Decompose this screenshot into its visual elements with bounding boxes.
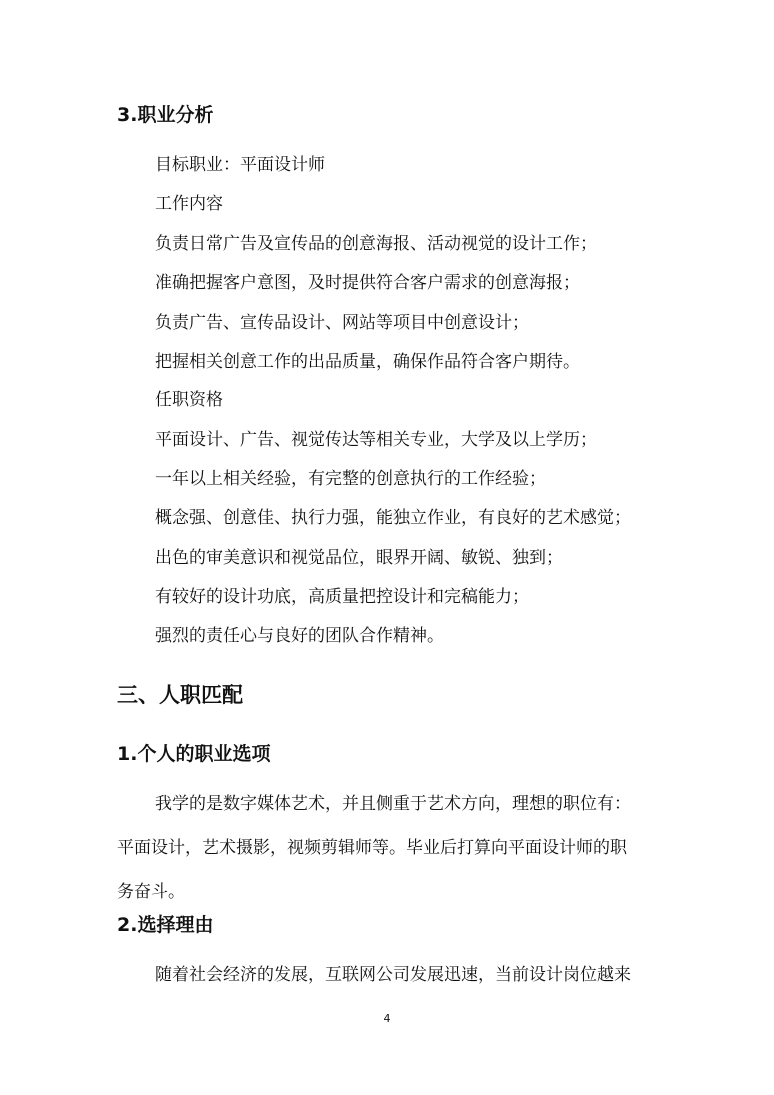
career-options-paragraph [117, 782, 659, 914]
requirement-item: 有较好的设计功底，高质量把控设计和完稿能力； [155, 587, 529, 607]
job-content-title: 工作内容 [155, 194, 223, 214]
target-job-line: 目标职业：平面设计师 [155, 155, 325, 175]
part-heading-person-job-match: 三、人职匹配 [117, 683, 243, 707]
paragraph-line: 平面设计，艺术摄影，视频剪辑师等。毕业后打算向平面设计师的职 [117, 838, 627, 858]
job-content-item: 负责日常广告及宣传品的创意海报、活动视觉的设计工作； [155, 234, 597, 254]
paragraph-line: 务奋斗。 [117, 882, 185, 902]
paragraph-line: 随着社会经济的发展，互联网公司发展迅速，当前设计岗位越来 [155, 965, 631, 985]
requirement-item: 概念强、创意佳、执行力强，能独立作业，有良好的艺术感觉； [155, 508, 631, 528]
page-number: 4 [383, 1012, 391, 1025]
reasons-paragraph [117, 953, 659, 997]
requirement-item: 平面设计、广告、视觉传达等相关专业，大学及以上学历； [155, 430, 597, 450]
requirement-item: 出色的审美意识和视觉品位，眼界开阔、敏锐、独到； [155, 548, 563, 568]
paragraph-line: 我学的是数字媒体艺术，并且侧重于艺术方向，理想的职位有： [155, 794, 631, 814]
job-content-item: 把握相关创意工作的出品质量，确保作品符合客户期待。 [155, 352, 580, 372]
section-heading-career-analysis: 3.职业分析 [117, 104, 214, 126]
requirement-item: 强烈的责任心与良好的团队合作精神。 [155, 626, 444, 646]
job-content-item: 负责广告、宣传品设计、网站等项目中创意设计； [155, 313, 529, 333]
subsection-heading-career-options: 1.个人的职业选项 [117, 743, 271, 765]
requirement-item: 一年以上相关经验，有完整的创意执行的工作经验； [155, 469, 546, 489]
requirements-title: 任职资格 [155, 390, 223, 410]
job-content-item: 准确把握客户意图，及时提供符合客户需求的创意海报； [155, 273, 580, 293]
subsection-heading-reasons: 2.选择理由 [117, 914, 214, 936]
